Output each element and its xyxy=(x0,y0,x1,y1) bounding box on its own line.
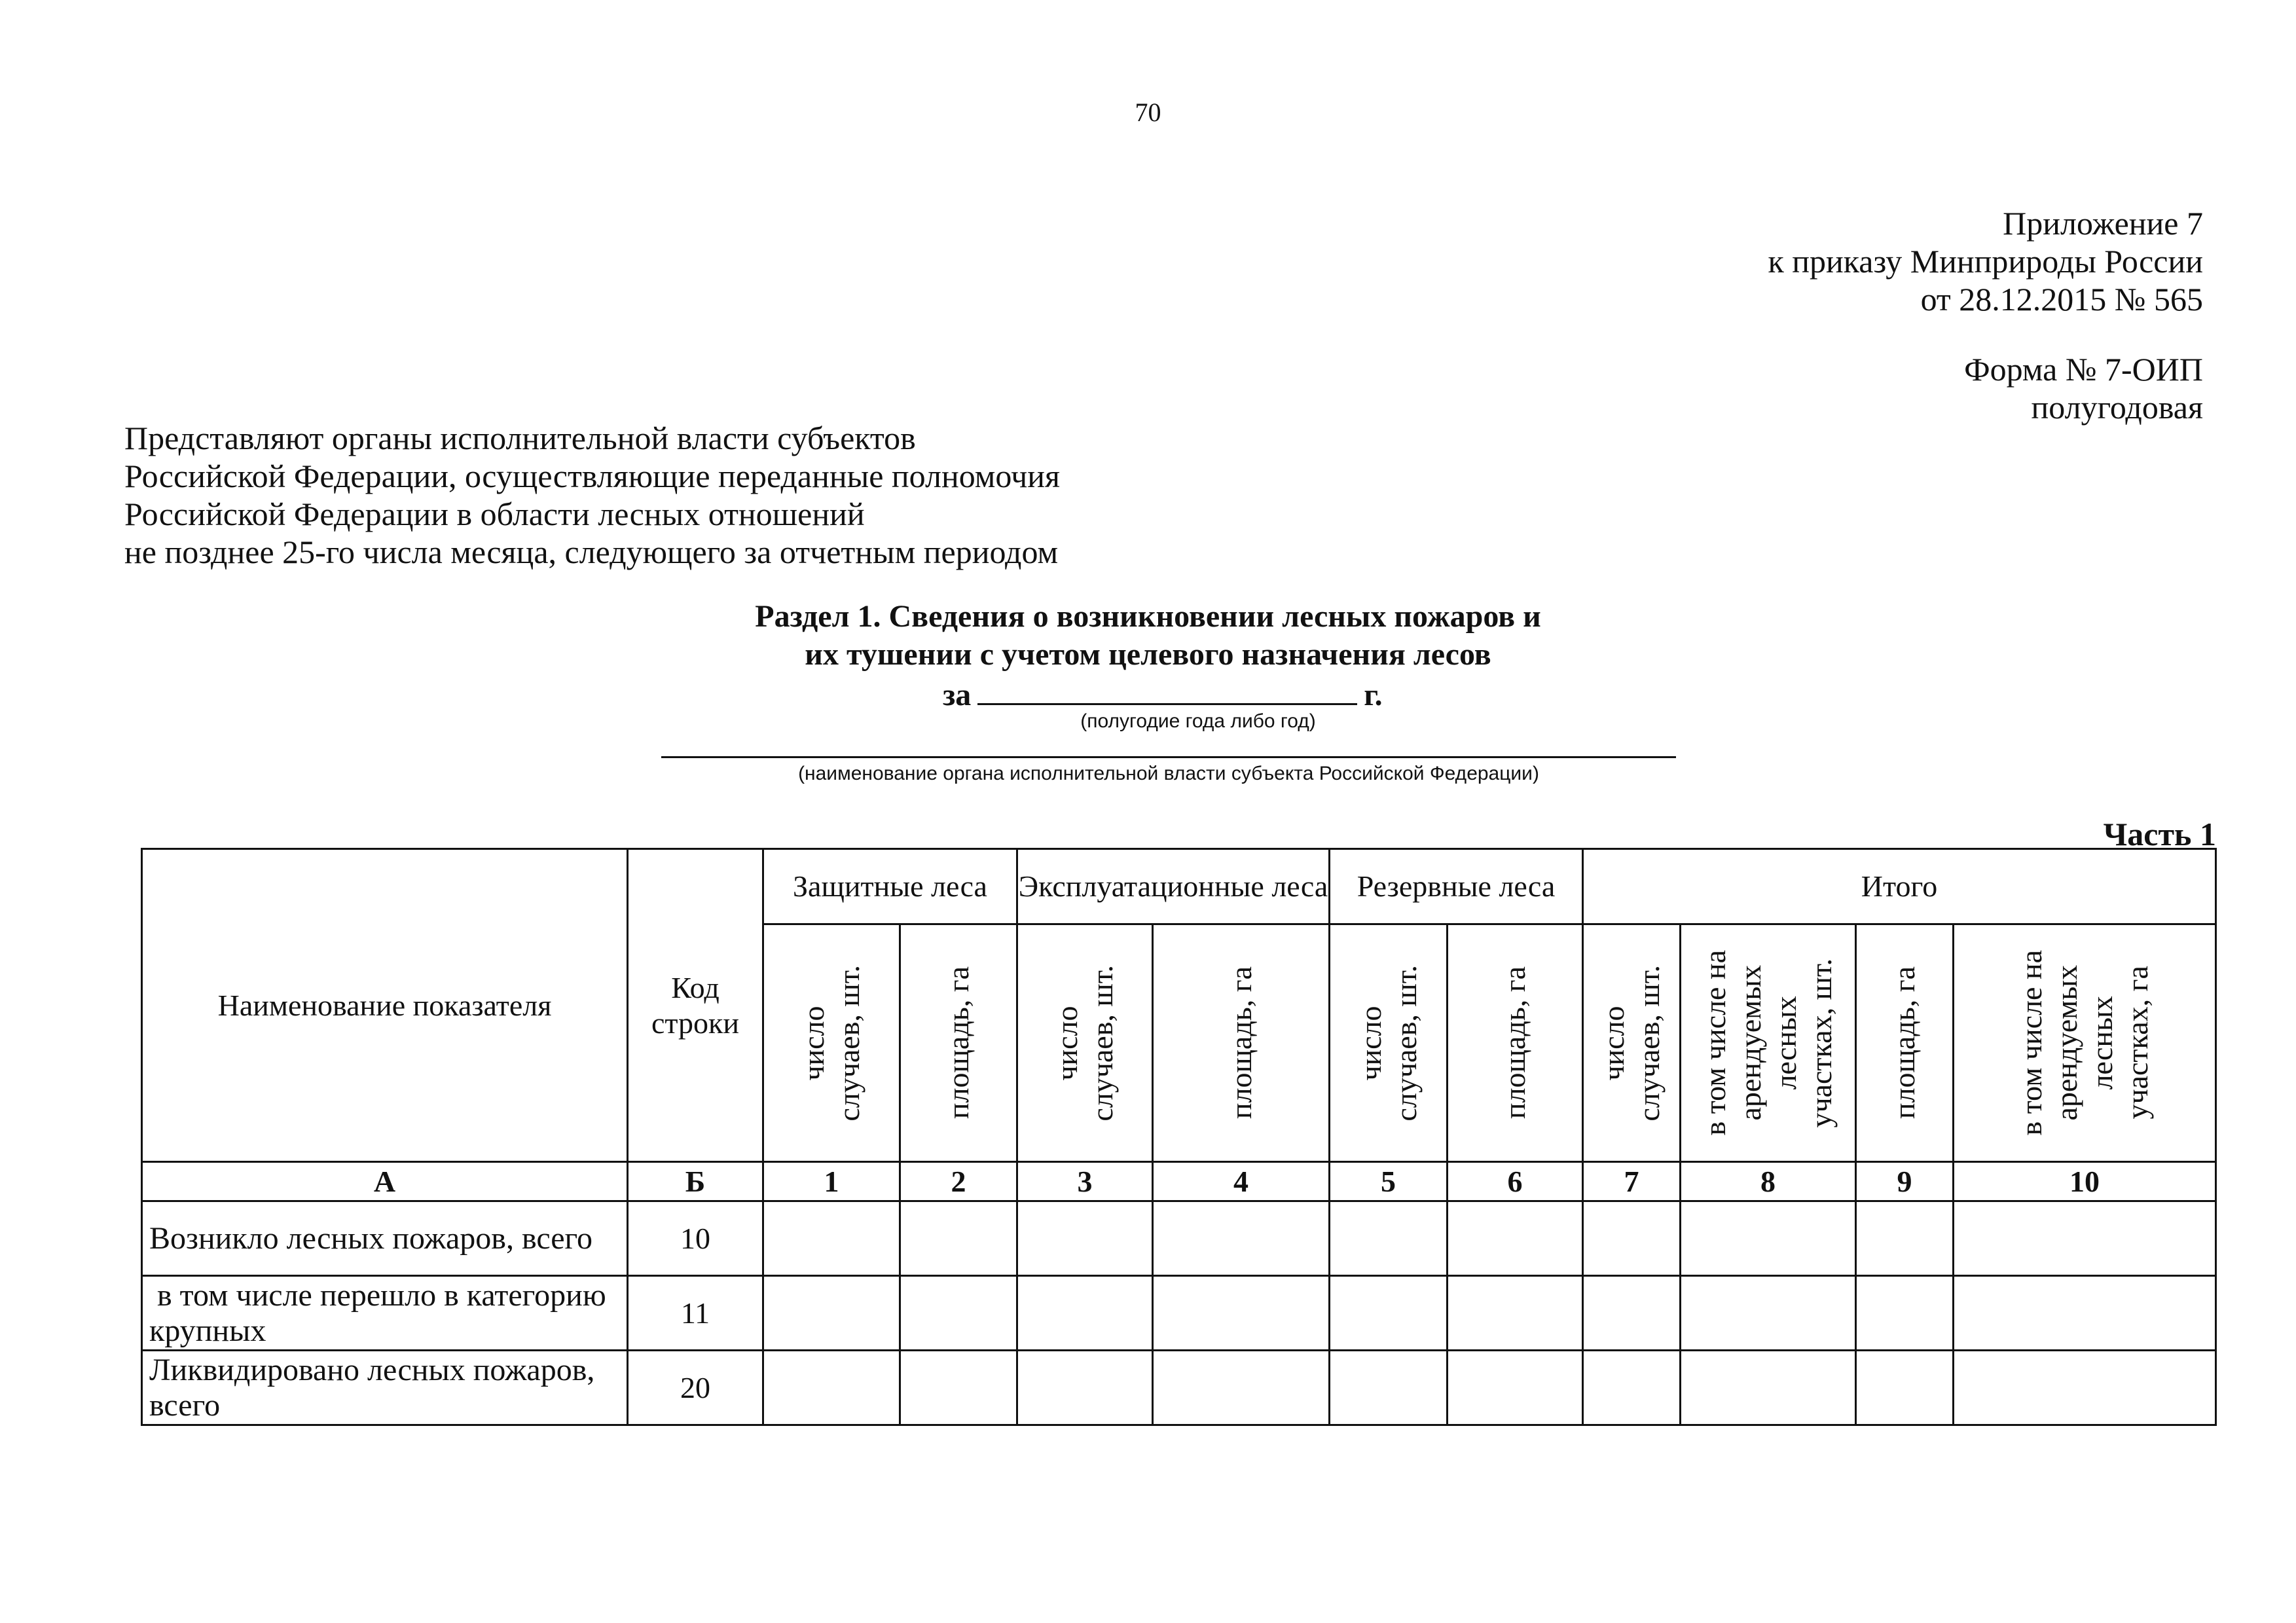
appendix-line-1: Приложение 7 xyxy=(2003,205,2203,242)
org-name-hint: (наименование органа исполнительной власти субъекта Российской Федерации) xyxy=(798,763,1539,784)
header-group-total: Итого xyxy=(1583,849,2216,924)
table-row xyxy=(142,1201,2216,1276)
data-cell[interactable] xyxy=(1583,1276,1681,1351)
column-letter: 6 xyxy=(1448,1162,1583,1201)
row-name: в том числе перешло в категорию крупных xyxy=(142,1276,628,1351)
header-subcolumn xyxy=(1017,924,1153,1162)
submitters-line-2: Российской Федерации, осуществляющие переданные полномочия xyxy=(124,458,1061,494)
row-name: Возникло лесных пожаров, всего xyxy=(142,1201,628,1276)
column-letter: 4 xyxy=(1153,1162,1330,1201)
data-cell[interactable] xyxy=(1330,1276,1448,1351)
column-letter: 7 xyxy=(1583,1162,1681,1201)
data-cell[interactable] xyxy=(1681,1351,1856,1425)
subcolumn-label: площадь, га xyxy=(941,966,975,1120)
header-subcolumn xyxy=(763,924,900,1162)
column-letter: 8 xyxy=(1681,1162,1856,1201)
period-prefix: за xyxy=(943,678,972,712)
data-cell[interactable] xyxy=(1153,1351,1330,1425)
header-subcolumn xyxy=(1153,924,1330,1162)
row-code: 20 xyxy=(628,1351,763,1425)
section-title xyxy=(0,598,2296,674)
report-table xyxy=(141,848,2217,1426)
reporting-period-line xyxy=(943,674,1383,713)
table-row xyxy=(142,1351,2216,1425)
data-cell[interactable] xyxy=(1448,1351,1583,1425)
appendix-reference xyxy=(1768,204,2203,318)
data-cell[interactable] xyxy=(1448,1201,1583,1276)
subcolumn-label: в том числе на арендуемых лесных участках, га xyxy=(2014,950,2154,1136)
data-cell[interactable] xyxy=(1583,1351,1681,1425)
submitters-line-3: Российской Федерации в области лесных отношений xyxy=(124,496,865,532)
data-cell[interactable] xyxy=(1153,1276,1330,1351)
data-cell[interactable] xyxy=(900,1201,1017,1276)
data-cell[interactable] xyxy=(763,1351,900,1425)
column-letter: 5 xyxy=(1330,1162,1448,1201)
data-cell[interactable] xyxy=(763,1276,900,1351)
header-group-protective: Защитные леса xyxy=(763,849,1017,924)
subcolumn-label: число случаев, шт. xyxy=(1050,964,1119,1122)
subcolumn-label: в том числе на арендуемых лесных участках, шт. xyxy=(1698,950,1838,1136)
header-subcolumn xyxy=(1330,924,1448,1162)
submitters-note xyxy=(124,419,1060,571)
table-row xyxy=(142,1276,2216,1351)
column-letter: 3 xyxy=(1017,1162,1153,1201)
data-cell[interactable] xyxy=(1954,1276,2216,1351)
data-cell[interactable] xyxy=(1153,1201,1330,1276)
data-cell[interactable] xyxy=(1856,1276,1954,1351)
submitters-line-1: Представляют органы исполнительной власти субъектов xyxy=(124,420,916,456)
data-cell[interactable] xyxy=(763,1201,900,1276)
row-code: 11 xyxy=(628,1276,763,1351)
section-title-line-1: Раздел 1. Сведения о возникновении лесных пожаров и xyxy=(755,599,1541,634)
org-name-blank-field[interactable] xyxy=(661,756,1676,758)
data-cell[interactable] xyxy=(1954,1201,2216,1276)
subcolumn-label: число случаев, шт. xyxy=(1597,964,1666,1122)
form-designation xyxy=(1964,350,2203,426)
submitters-line-4: не позднее 25-го числа месяца, следующего за отчетным периодом xyxy=(124,534,1059,570)
subcolumn-label: площадь, га xyxy=(1224,966,1258,1120)
row-code: 10 xyxy=(628,1201,763,1276)
header-subcolumn xyxy=(1448,924,1583,1162)
data-cell[interactable] xyxy=(1330,1351,1448,1425)
page-number: 70 xyxy=(1135,98,1161,127)
column-letter: 10 xyxy=(1954,1162,2216,1201)
column-letter: 1 xyxy=(763,1162,900,1201)
data-cell[interactable] xyxy=(900,1351,1017,1425)
column-letter: 2 xyxy=(900,1162,1017,1201)
form-number: Форма № 7-ОИП xyxy=(1964,351,2203,388)
data-cell[interactable] xyxy=(1330,1201,1448,1276)
subcolumn-label: площадь, га xyxy=(1887,966,1921,1120)
data-cell[interactable] xyxy=(1681,1276,1856,1351)
data-cell[interactable] xyxy=(1017,1276,1153,1351)
data-cell[interactable] xyxy=(1856,1351,1954,1425)
data-cell[interactable] xyxy=(1681,1201,1856,1276)
row-name: Ликвидировано лесных пожаров, всего xyxy=(142,1351,628,1425)
header-line-code: Код строки xyxy=(628,849,763,1162)
appendix-line-3: от 28.12.2015 № 565 xyxy=(1920,281,2203,318)
data-cell[interactable] xyxy=(1017,1351,1153,1425)
header-group-reserve: Резервные леса xyxy=(1330,849,1583,924)
header-subcolumn xyxy=(1681,924,1856,1162)
header-row-groups xyxy=(142,849,2216,924)
section-title-line-2: их тушении с учетом целевого назначения лесов xyxy=(805,637,1491,672)
data-cell[interactable] xyxy=(1954,1351,2216,1425)
data-cell[interactable] xyxy=(1017,1201,1153,1276)
header-group-operational: Эксплуатационные леса xyxy=(1017,849,1330,924)
subcolumn-label: число случаев, шт. xyxy=(1353,964,1423,1122)
header-subcolumn xyxy=(900,924,1017,1162)
part-label: Часть 1 xyxy=(2103,816,2216,852)
period-hint: (полугодие года либо год) xyxy=(1080,710,1316,732)
column-letter: 9 xyxy=(1856,1162,1954,1201)
data-cell[interactable] xyxy=(1448,1276,1583,1351)
period-suffix: г. xyxy=(1364,678,1383,712)
header-subcolumn xyxy=(1583,924,1681,1162)
appendix-line-2: к приказу Минприроды России xyxy=(1768,243,2203,280)
period-blank-field[interactable] xyxy=(977,674,1357,705)
subcolumn-label: площадь, га xyxy=(1498,966,1531,1120)
data-cell[interactable] xyxy=(1583,1201,1681,1276)
form-periodicity: полугодовая xyxy=(2031,389,2203,426)
header-indicator-name: Наименование показателя xyxy=(142,849,628,1162)
column-letters-row xyxy=(142,1162,2216,1201)
header-subcolumn xyxy=(1954,924,2216,1162)
column-letter: Б xyxy=(628,1162,763,1201)
column-letter: А xyxy=(142,1162,628,1201)
data-cell[interactable] xyxy=(1856,1201,1954,1276)
subcolumn-label: число случаев, шт. xyxy=(797,964,866,1122)
header-subcolumn xyxy=(1856,924,1954,1162)
data-cell[interactable] xyxy=(900,1276,1017,1351)
